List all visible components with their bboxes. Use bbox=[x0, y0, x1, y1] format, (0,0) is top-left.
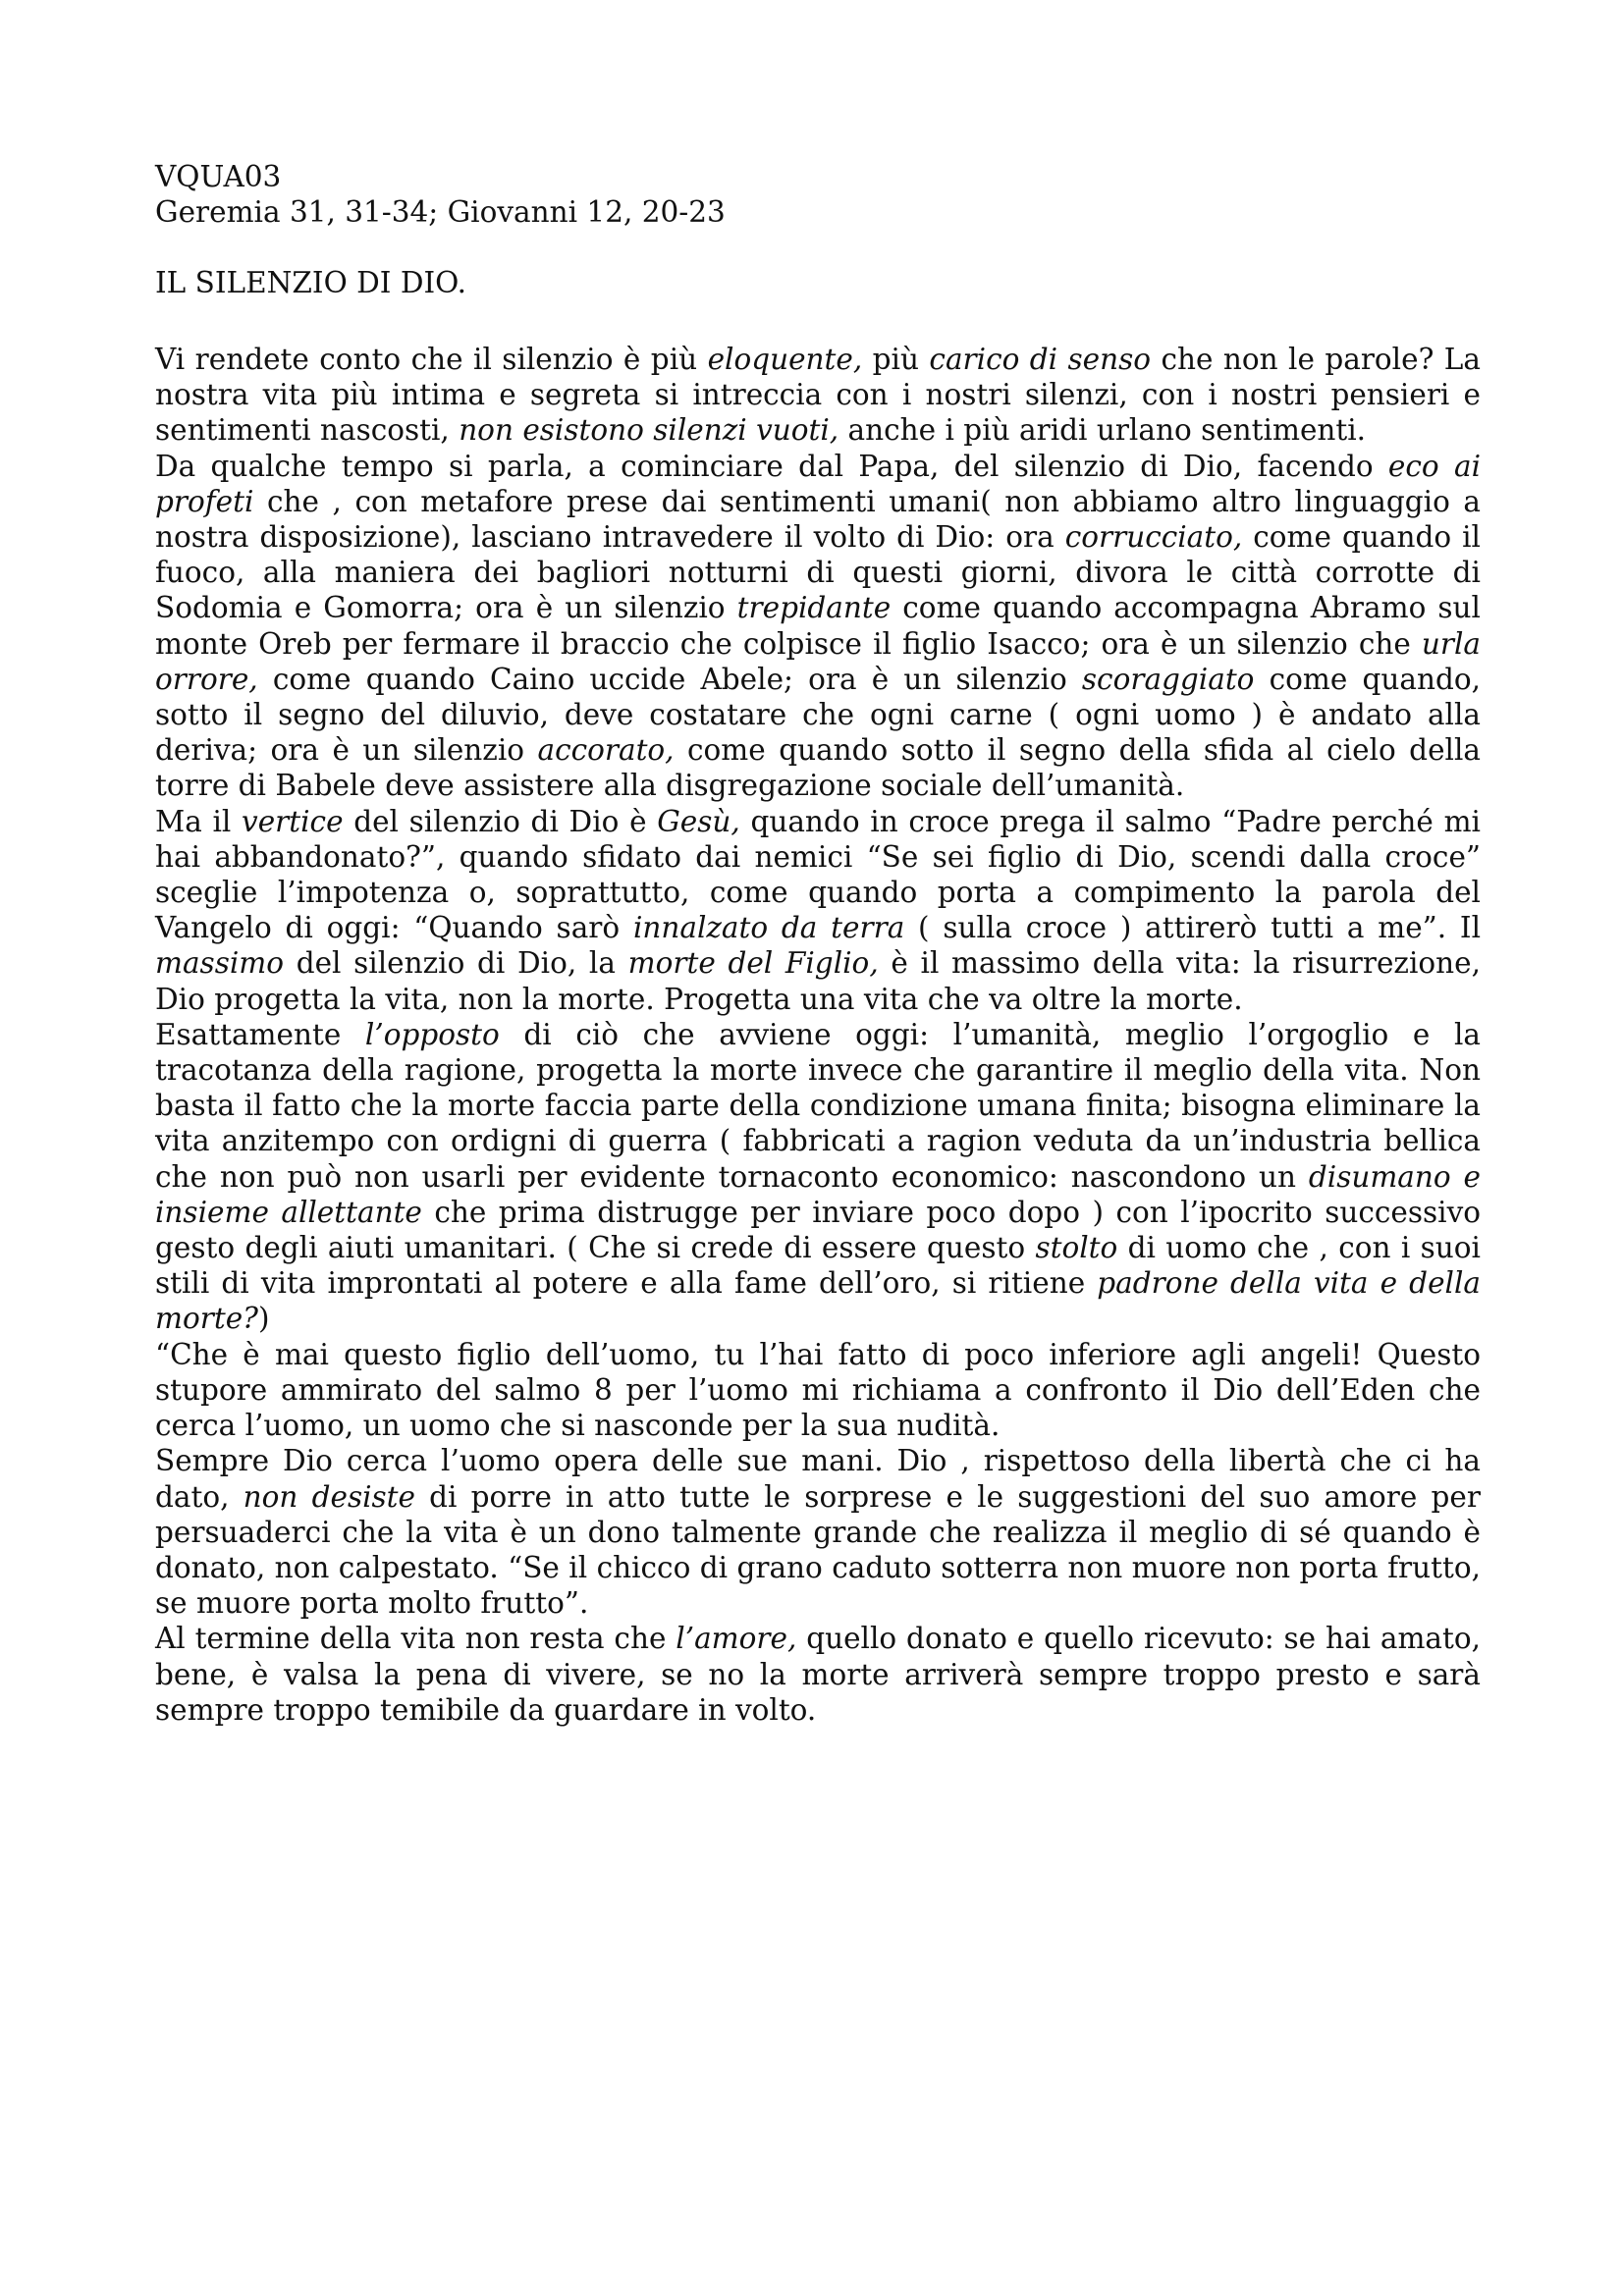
text-segment: ( sulla croce ) attirerò tutti a me”. Il bbox=[904, 911, 1482, 945]
italic-text: eco ai profeti bbox=[155, 449, 1481, 518]
text-segment: come quando, sotto il segno del diluvio, deve costatare che ogni carne ( ogni uomo ) è andato alla deriva; ora è un silenzio bbox=[155, 662, 1481, 768]
body-paragraph bbox=[155, 1337, 1481, 1444]
italic-text: vertice bbox=[242, 804, 344, 838]
body-paragraph bbox=[155, 1621, 1481, 1728]
italic-text: carico di senso bbox=[929, 343, 1152, 376]
italic-text: trepidante bbox=[736, 591, 892, 625]
text-segment: quando in croce prega il salmo “Padre perché mi hai abbandonato?”, quando sfidato dai nemici “Se sei figlio di Dio, scendi dalla croce” sceglie l’impotenza o, soprattutto, come quando porta a compimento la parola del Vangelo di oggi: “Quando sarò bbox=[155, 804, 1481, 945]
italic-text: urla orrore, bbox=[155, 626, 1481, 696]
text-segment: anche i più aridi urlano sentimenti. bbox=[839, 413, 1367, 448]
text-segment: è il massimo della vita: la risurrezione, Dio progetta la vita, non la morte. Progetta una vita che va oltre la morte. bbox=[155, 946, 1481, 1016]
document-page bbox=[155, 159, 1481, 1728]
title-spacer bbox=[155, 300, 1481, 342]
text-segment: quello donato e quello ricevuto: se hai amato, bene, è valsa la pena di vivere, se no la morte arriverà sempre troppo presto e sarà sempre troppo temibile da guardare in volto. bbox=[155, 1622, 1481, 1727]
italic-text: corrucciato, bbox=[1064, 520, 1243, 555]
italic-text: scoraggiato bbox=[1081, 662, 1255, 696]
text-segment: Sempre Dio cerca l’uomo opera delle sue mani. Dio , rispettoso della libertà che ci ha dato, bbox=[155, 1444, 1481, 1514]
document-body bbox=[155, 342, 1481, 1728]
text-segment: Vi rendete conto che il silenzio è più bbox=[155, 343, 708, 376]
italic-text: Gesù, bbox=[657, 804, 740, 838]
italic-text: massimo bbox=[155, 946, 285, 981]
italic-text: disumano e insieme allettante bbox=[155, 1159, 1481, 1229]
text-segment: Al termine della vita non resta che bbox=[155, 1622, 676, 1656]
italic-text: eloquente, bbox=[707, 343, 863, 376]
text-segment: ) bbox=[257, 1302, 270, 1336]
italic-text: stolto bbox=[1035, 1231, 1118, 1265]
italic-text: l’amore, bbox=[676, 1622, 797, 1656]
text-segment: Ma il bbox=[155, 804, 243, 838]
body-paragraph bbox=[155, 449, 1481, 804]
text-segment: che prima distrugge per inviare poco dopo ) con l’ipocrito successivo gesto degli aiuti umanitari. ( Che si crede di essere questo bbox=[155, 1195, 1481, 1265]
text-segment: più bbox=[862, 343, 930, 376]
text-segment: del silenzio di Dio è bbox=[343, 804, 658, 838]
italic-text: morte del Figlio, bbox=[627, 946, 879, 981]
document-title: IL SILENZIO DI DIO. bbox=[155, 266, 466, 299]
italic-text: innalzato da terra bbox=[632, 911, 905, 945]
text-segment: come quando il fuoco, alla maniera dei bagliori notturni di questi giorni, divora le città corrotte di Sodomia e Gomorra; ora è un silenzio bbox=[155, 520, 1481, 625]
body-paragraph bbox=[155, 1443, 1481, 1621]
scripture-readings: Geremia 31, 31-34; Giovanni 12, 20-23 bbox=[155, 195, 726, 229]
italic-text: non esistono silenzi vuoti, bbox=[459, 413, 839, 448]
italic-text: l’opposto bbox=[364, 1017, 500, 1051]
text-segment: di uomo che , con i suoi stili di vita improntati al potere e alla fame dell’oro, si ritiene bbox=[155, 1231, 1481, 1301]
text-segment: Esattamente bbox=[155, 1017, 365, 1051]
text-segment: di ciò che avviene oggi: l’umanità, meglio l’orgoglio e la tracotanza della ragione, progetta la morte invece che garantire il meglio della vita. Non basta il fatto che la morte faccia parte della condizione umana finita; bisogna eliminare la vita anzitempo con ordigni di guerra ( fabbricati a ragion veduta da un’industria bellica che non può non usarli per evidente tornaconto economico: nascondono un bbox=[155, 1017, 1481, 1194]
italic-text: padrone della vita e della morte? bbox=[155, 1266, 1481, 1336]
text-segment: di porre in atto tutte le sorprese e le suggestioni del suo amore per persuaderci che la vita è un dono talmente grande che realizza il meglio di sé quando è donato, non calpestato. “Se il chicco di grano caduto sotterra non muore non porta frutto, se muore porta molto frutto”. bbox=[155, 1479, 1481, 1621]
body-paragraph bbox=[155, 804, 1481, 1017]
text-segment: che non le parole? La nostra vita più intima e segreta si intreccia con i nostri silenzi, con i nostri pensieri e sentimenti nascosti, bbox=[155, 343, 1481, 448]
body-paragraph bbox=[155, 1017, 1481, 1337]
text-segment: del silenzio di Dio, la bbox=[284, 946, 628, 981]
text-segment: Da qualche tempo si parla, a cominciare dal Papa, del silenzio di Dio, facendo bbox=[155, 449, 1388, 483]
italic-text: accorato, bbox=[537, 733, 675, 768]
text-segment: “Che è mai questo figlio dell’uomo, tu l’hai fatto di poco inferiore agli angeli! Questo stupore ammirato del salmo 8 per l’uomo mi richiama a confronto il Dio dell’Eden che cerca l’uomo, un uomo che si nasconde per la sua nudità. bbox=[155, 1337, 1481, 1443]
text-segment: come quando accompagna Abramo sul monte Oreb per fermare il braccio che colpisce il figlio Isacco; ora è un silenzio che bbox=[155, 591, 1481, 661]
body-paragraph bbox=[155, 342, 1481, 449]
text-segment: come quando sotto il segno della sfida al cielo della torre di Babele deve assistere alla disgregazione sociale dell’umanità. bbox=[155, 733, 1481, 803]
text-segment: come quando Caino uccide Abele; ora è un silenzio bbox=[257, 662, 1082, 696]
text-segment: che , con metafore prese dai sentimenti umani( non abbiamo altro linguaggio a nostra disposizione), lasciano intravedere il volto di Dio: ora bbox=[155, 484, 1481, 555]
document-code: VQUA03 bbox=[155, 160, 282, 193]
italic-text: non desiste bbox=[243, 1479, 415, 1514]
